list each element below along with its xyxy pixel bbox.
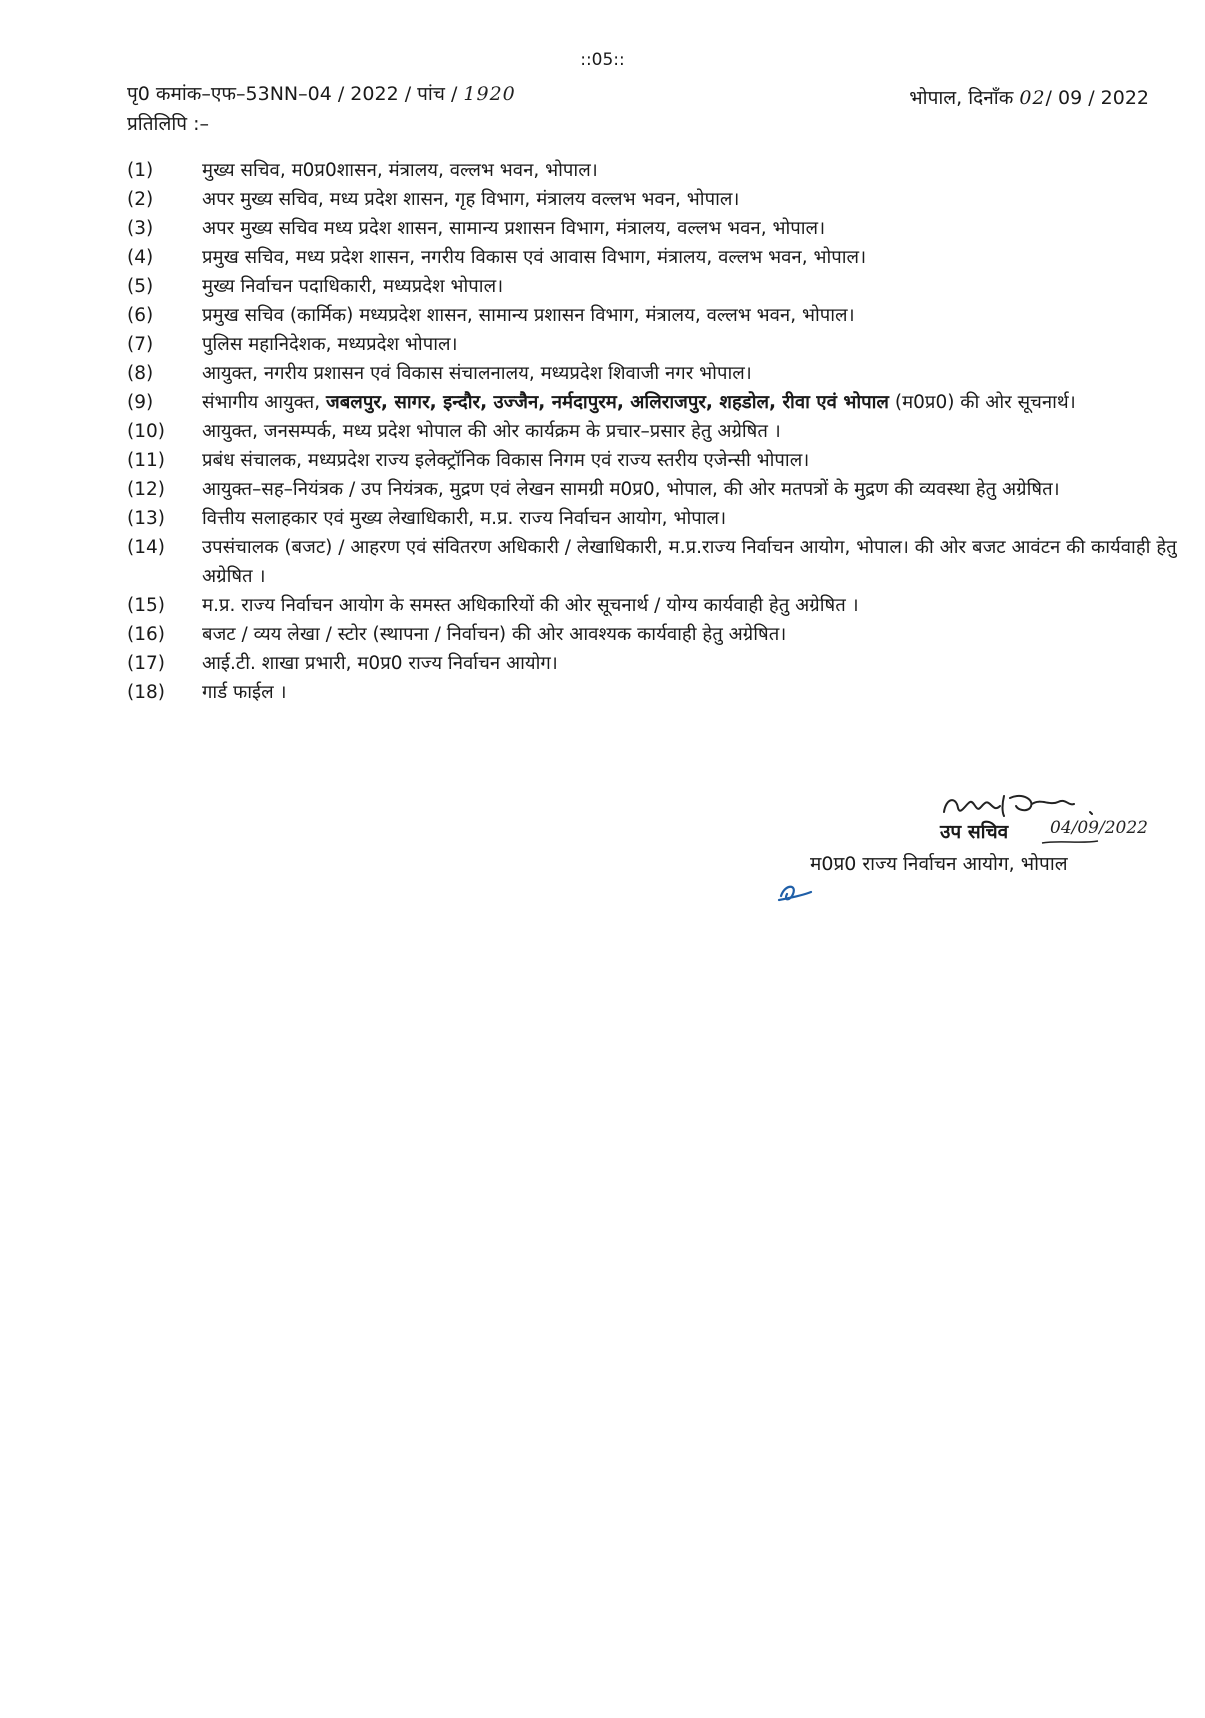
list-item-number: (7) xyxy=(127,334,154,355)
list-item xyxy=(127,533,1187,591)
list-item-number: (3) xyxy=(127,218,154,239)
list-item xyxy=(127,649,1187,678)
list-item-text: आई.टी. शाखा प्रभारी, म0प्र0 राज्य निर्वाचन आयोग। xyxy=(202,653,558,674)
date-underline-icon xyxy=(1040,838,1100,846)
list-item xyxy=(127,156,1187,185)
list-item xyxy=(127,620,1187,649)
date-day-handwritten: 02 xyxy=(1019,87,1046,109)
list-item-text: आयुक्त–सह–नियंत्रक / उप नियंत्रक, मुद्रण एवं लेखन सामग्री म0प्र0, भोपाल, की ओर मतपत्रों के मुद्रण की व्यवस्था हेतु अग्रेषित। xyxy=(202,479,1060,500)
list-item xyxy=(127,185,1187,214)
list-item xyxy=(127,504,1187,533)
initials-mark-icon xyxy=(775,880,815,906)
list-item-text: मुख्य निर्वाचन पदाधिकारी, मध्यप्रदेश भोपाल। xyxy=(202,276,504,297)
document-date xyxy=(909,84,1149,110)
list-item xyxy=(127,243,1187,272)
copy-to-label: प्रतिलिपि :– xyxy=(127,113,210,135)
list-item-number: (4) xyxy=(127,247,154,268)
list-item-text: अपर मुख्य सचिव मध्य प्रदेश शासन, सामान्य प्रशासन विभाग, मंत्रालय, वल्लभ भवन, भोपाल। xyxy=(202,218,826,239)
list-item-text: प्रबंध संचालक, मध्यप्रदेश राज्य इलेक्ट्रॉनिक विकास निगम एवं राज्य स्तरीय एजेन्सी भोपाल। xyxy=(202,450,810,471)
list-item-number: (2) xyxy=(127,189,154,210)
list-item-number: (15) xyxy=(127,595,165,616)
reference-number-handwritten: 1920 xyxy=(463,83,516,105)
list-item xyxy=(127,330,1187,359)
list-item-number: (13) xyxy=(127,508,165,529)
list-item-text: पुलिस महानिदेशक, मध्यप्रदेश भोपाल। xyxy=(202,334,458,355)
list-item-number: (14) xyxy=(127,537,165,558)
recipient-list xyxy=(127,156,1187,707)
list-item xyxy=(127,214,1187,243)
date-prefix: भोपाल, दिनाँक xyxy=(909,87,1020,109)
list-item-number: (1) xyxy=(127,160,154,181)
list-item-number: (5) xyxy=(127,276,154,297)
list-item xyxy=(127,417,1187,446)
list-item xyxy=(127,388,1187,417)
page-number: ::05:: xyxy=(580,50,625,70)
list-item-text: उपसंचालक (बजट) / आहरण एवं संवितरण अधिकारी / लेखाधिकारी, म.प्र.राज्य निर्वाचन आयोग, भोपाल। की ओर बजट आवंटन की कार्यवाही हेतु अग्रेषित । xyxy=(202,537,1177,587)
reference-number xyxy=(127,80,516,106)
date-suffix: / 09 / 2022 xyxy=(1045,87,1149,109)
list-item-text: आयुक्त, नगरीय प्रशासन एवं विकास संचालनालय, मध्यप्रदेश शिवाजी नगर भोपाल। xyxy=(202,363,752,384)
signature-block xyxy=(800,790,1170,900)
list-item xyxy=(127,678,1187,707)
list-item-text: अपर मुख्य सचिव, मध्य प्रदेश शासन, गृह विभाग, मंत्रालय वल्लभ भवन, भोपाल। xyxy=(202,189,740,210)
list-item-text: प्रमुख सचिव (कार्मिक) मध्यप्रदेश शासन, सामान्य प्रशासन विभाग, मंत्रालय, वल्लभ भवन, भोपाल। xyxy=(202,305,855,326)
list-item-text: बजट / व्यय लेखा / स्टोर (स्थापना / निर्वाचन) की ओर आवश्यक कार्यवाही हेतु अग्रेषित। xyxy=(202,624,787,645)
list-item-number: (12) xyxy=(127,479,165,500)
signatory-organization: म0प्र0 राज्य निर्वाचन आयोग, भोपाल xyxy=(810,853,1068,875)
list-item-number: (18) xyxy=(127,682,165,703)
list-item-number: (10) xyxy=(127,421,165,442)
list-item xyxy=(127,301,1187,330)
list-item-text: प्रमुख सचिव, मध्य प्रदेश शासन, नगरीय विकास एवं आवास विभाग, मंत्रालय, वल्लभ भवन, भोपाल। xyxy=(202,247,867,268)
list-item-text: संभागीय आयुक्त, xyxy=(202,392,326,413)
list-item xyxy=(127,359,1187,388)
list-item xyxy=(127,475,1187,504)
list-item-number: (8) xyxy=(127,363,154,384)
list-item-text: मुख्य सचिव, म0प्र0शासन, मंत्रालय, वल्लभ भवन, भोपाल। xyxy=(202,160,598,181)
list-item-number: (17) xyxy=(127,653,165,674)
reference-number-prefix: पृ0 कमांक–एफ–53NN–04 / 2022 / पांच / xyxy=(127,83,464,105)
list-item-text: आयुक्त, जनसम्पर्क, मध्य प्रदेश भोपाल की ओर कार्यक्रम के प्रचार–प्रसार हेतु अग्रेषित । xyxy=(202,421,781,442)
list-item-text: म.प्र. राज्य निर्वाचन आयोग के समस्त अधिकारियों की ओर सूचनार्थ / योग्य कार्यवाही हेतु अग्रेषित । xyxy=(202,595,859,616)
list-item-number: (9) xyxy=(127,392,154,413)
signatory-title: उप सचिव xyxy=(940,821,1009,843)
signature-handwritten-date: 04/09/2022 xyxy=(1050,818,1148,838)
list-item xyxy=(127,446,1187,475)
list-item-text: गार्ड फाईल । xyxy=(202,682,287,703)
list-item-text: वित्तीय सलाहकार एवं मुख्य लेखाधिकारी, म.प्र. राज्य निर्वाचन आयोग, भोपाल। xyxy=(202,508,727,529)
list-item-text-bold: जबलपुर, सागर, इन्दौर, उज्जैन, नर्मदापुरम, अलिराजपुर, शहडोल, रीवा एवं भोपाल xyxy=(325,392,889,413)
list-item xyxy=(127,272,1187,301)
list-item xyxy=(127,591,1187,620)
list-item-text: (म0प्र0) की ओर सूचनार्थ। xyxy=(888,392,1076,413)
list-item-number: (6) xyxy=(127,305,154,326)
list-item-number: (16) xyxy=(127,624,165,645)
list-item-number: (11) xyxy=(127,450,165,471)
